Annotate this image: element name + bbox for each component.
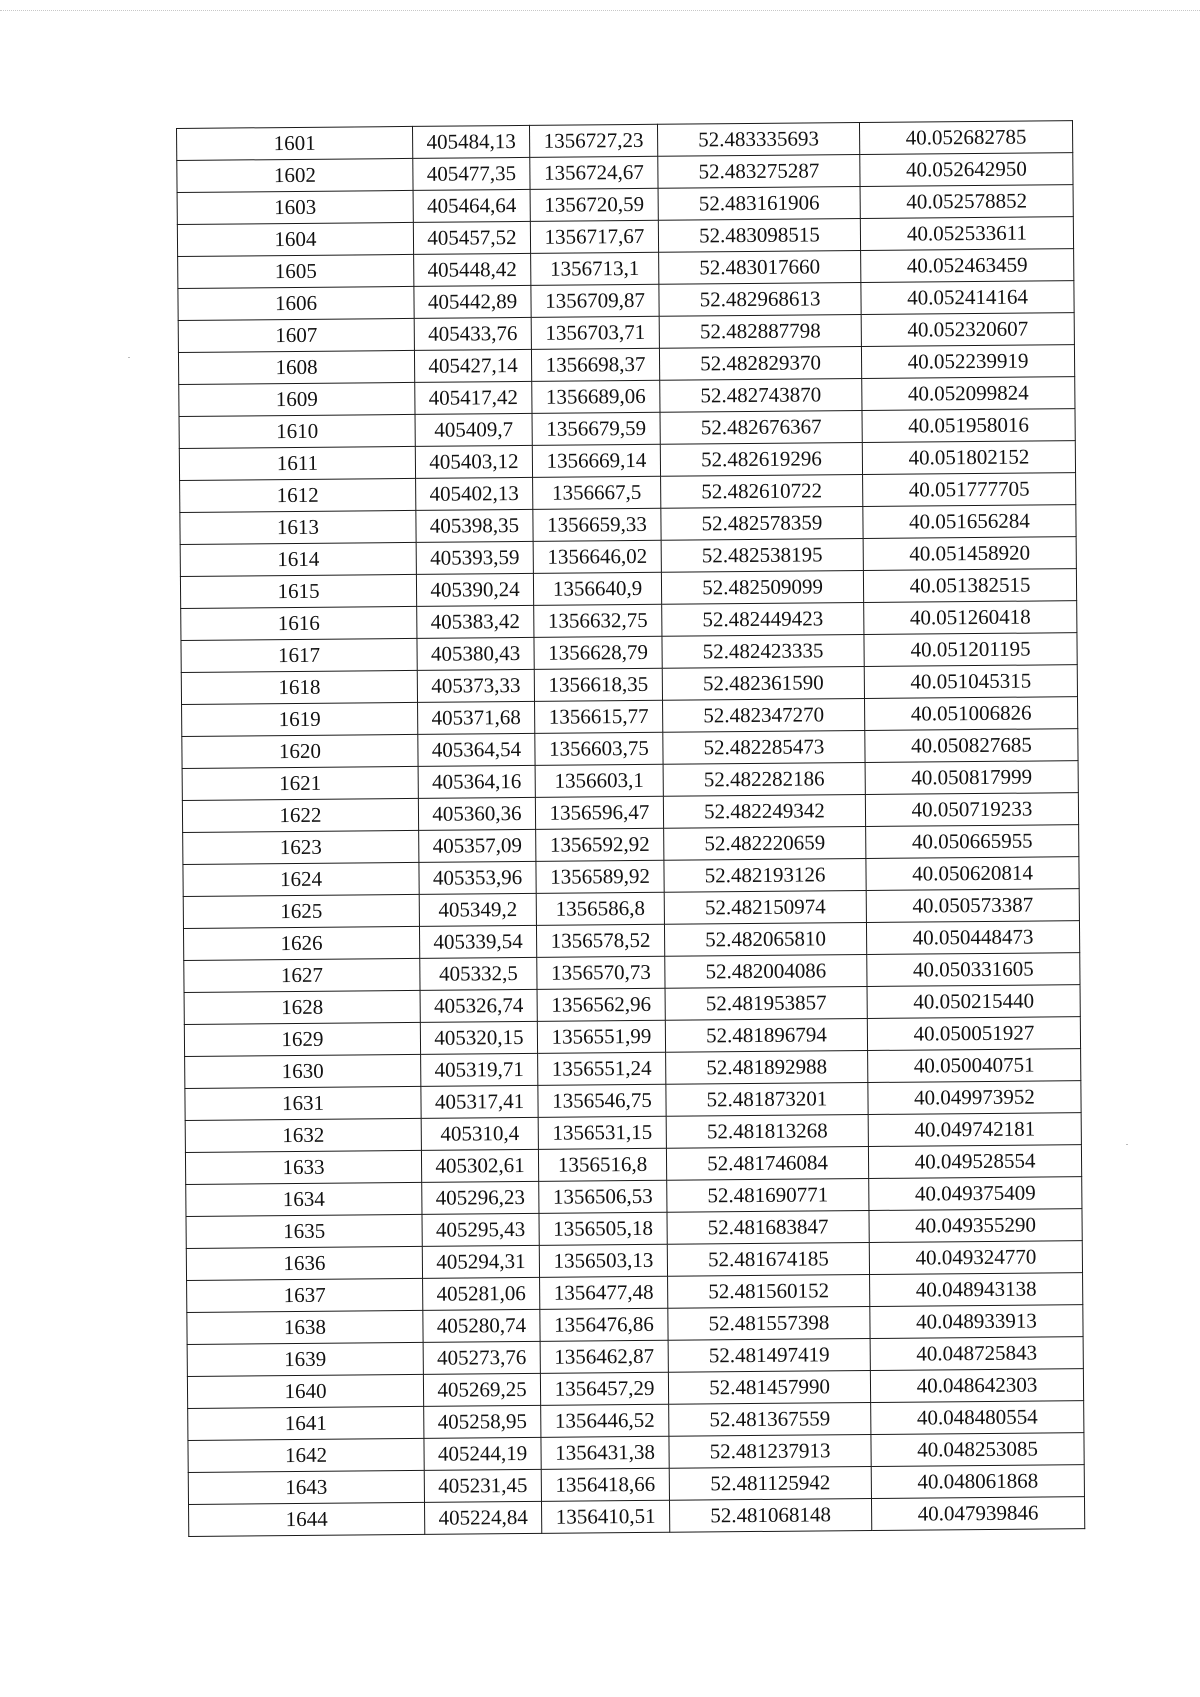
y-coordinate-cell: 1356628,79: [534, 636, 662, 669]
scan-speck: [1126, 1144, 1128, 1145]
longitude-cell: 40.052099824: [862, 377, 1075, 411]
y-coordinate-cell: 1356551,99: [537, 1020, 665, 1053]
point-number-cell: 1640: [187, 1374, 423, 1408]
point-number-cell: 1620: [182, 734, 418, 768]
longitude-cell: 40.050448473: [866, 921, 1079, 955]
x-coordinate-cell: 405353,96: [419, 861, 536, 894]
longitude-cell: 40.052239919: [861, 345, 1074, 379]
x-coordinate-cell: 405403,12: [415, 445, 532, 478]
y-coordinate-cell: 1356562,96: [537, 988, 665, 1021]
latitude-cell: 52.482220659: [664, 827, 866, 861]
latitude-cell: 52.481367559: [669, 1402, 871, 1436]
latitude-cell: 52.481497419: [668, 1338, 870, 1372]
y-coordinate-cell: 1356713,1: [531, 252, 659, 285]
latitude-cell: 52.482193126: [664, 859, 866, 893]
latitude-cell: 52.481560152: [668, 1274, 870, 1308]
longitude-cell: 40.050051927: [867, 1017, 1080, 1051]
y-coordinate-cell: 1356462,87: [540, 1340, 668, 1373]
x-coordinate-cell: 405398,35: [416, 509, 533, 542]
y-coordinate-cell: 1356551,24: [538, 1052, 666, 1085]
longitude-cell: 40.050620814: [866, 857, 1079, 891]
x-coordinate-cell: 405357,09: [419, 829, 536, 862]
y-coordinate-cell: 1356506,53: [539, 1180, 667, 1213]
y-coordinate-cell: 1356457,29: [540, 1372, 668, 1405]
latitude-cell: 52.482282186: [663, 763, 865, 797]
latitude-cell: 52.482743870: [660, 379, 862, 413]
longitude-cell: 40.048480554: [871, 1401, 1084, 1435]
point-number-cell: 1633: [185, 1150, 421, 1184]
y-coordinate-cell: 1356646,02: [533, 540, 661, 573]
longitude-cell: 40.049355290: [869, 1209, 1082, 1243]
latitude-cell: 52.483098515: [658, 219, 860, 253]
latitude-cell: 52.482829370: [659, 347, 861, 381]
point-number-cell: 1615: [180, 574, 416, 608]
x-coordinate-cell: 405442,89: [414, 285, 531, 318]
y-coordinate-cell: 1356632,75: [534, 604, 662, 637]
y-coordinate-cell: 1356477,48: [540, 1276, 668, 1309]
longitude-cell: 40.051045315: [864, 665, 1077, 699]
x-coordinate-cell: 405296,23: [422, 1181, 539, 1214]
longitude-cell: 40.052578852: [860, 185, 1073, 219]
latitude-cell: 52.481896794: [665, 1019, 867, 1053]
x-coordinate-cell: 405317,41: [421, 1085, 538, 1118]
latitude-cell: 52.483335693: [657, 123, 859, 157]
x-coordinate-cell: 405273,76: [423, 1341, 540, 1374]
latitude-cell: 52.482968613: [659, 283, 861, 317]
longitude-cell: 40.047939846: [871, 1497, 1084, 1531]
x-coordinate-cell: 405360,36: [418, 797, 535, 830]
point-number-cell: 1603: [177, 190, 413, 224]
longitude-cell: 40.050573387: [866, 889, 1079, 923]
longitude-cell: 40.051006826: [865, 697, 1078, 731]
point-number-cell: 1619: [182, 702, 418, 736]
longitude-cell: 40.050827685: [865, 729, 1078, 763]
y-coordinate-cell: 1356709,87: [531, 284, 659, 317]
longitude-cell: 40.048061868: [871, 1465, 1084, 1499]
x-coordinate-cell: 405433,76: [414, 317, 531, 350]
latitude-cell: 52.483161906: [658, 187, 860, 221]
point-number-cell: 1641: [188, 1406, 424, 1440]
latitude-cell: 52.483017660: [659, 251, 861, 285]
longitude-cell: 40.049742181: [868, 1113, 1081, 1147]
point-number-cell: 1643: [188, 1470, 424, 1504]
longitude-cell: 40.052642950: [860, 153, 1073, 187]
latitude-cell: 52.481892988: [666, 1051, 868, 1085]
latitude-cell: 52.481953857: [665, 987, 867, 1021]
x-coordinate-cell: 405326,74: [420, 989, 537, 1022]
longitude-cell: 40.051382515: [863, 569, 1076, 603]
x-coordinate-cell: 405364,16: [418, 765, 535, 798]
longitude-cell: 40.051458920: [863, 537, 1076, 571]
x-coordinate-cell: 405295,43: [422, 1213, 539, 1246]
y-coordinate-cell: 1356724,67: [530, 156, 658, 189]
point-number-cell: 1604: [177, 222, 413, 256]
x-coordinate-cell: 405224,84: [425, 1501, 542, 1534]
point-number-cell: 1614: [180, 542, 416, 576]
x-coordinate-cell: 405269,25: [423, 1373, 540, 1406]
point-number-cell: 1630: [185, 1054, 421, 1088]
point-number-cell: 1632: [185, 1118, 421, 1152]
y-coordinate-cell: 1356578,52: [536, 924, 664, 957]
x-coordinate-cell: 405258,95: [424, 1405, 541, 1438]
longitude-cell: 40.051958016: [862, 409, 1075, 443]
latitude-cell: 52.482285473: [663, 731, 865, 765]
point-number-cell: 1607: [178, 318, 414, 352]
latitude-cell: 52.481068148: [669, 1498, 871, 1532]
point-number-cell: 1605: [178, 254, 414, 288]
latitude-cell: 52.482610722: [661, 475, 863, 509]
x-coordinate-cell: 405464,64: [413, 189, 530, 222]
point-number-cell: 1616: [181, 606, 417, 640]
scan-speck: [128, 357, 130, 358]
latitude-cell: 52.482150974: [664, 891, 866, 925]
longitude-cell: 40.052682785: [859, 121, 1072, 155]
point-number-cell: 1631: [185, 1086, 421, 1120]
point-number-cell: 1637: [187, 1278, 423, 1312]
y-coordinate-cell: 1356603,75: [535, 732, 663, 765]
latitude-cell: 52.482423335: [662, 635, 864, 669]
y-coordinate-cell: 1356570,73: [537, 956, 665, 989]
longitude-cell: 40.052414164: [861, 281, 1074, 315]
y-coordinate-cell: 1356669,14: [532, 444, 660, 477]
x-coordinate-cell: 405364,54: [418, 733, 535, 766]
x-coordinate-cell: 405380,43: [417, 637, 534, 670]
y-coordinate-cell: 1356667,5: [533, 476, 661, 509]
y-coordinate-cell: 1356592,92: [536, 828, 664, 861]
x-coordinate-cell: 405417,42: [415, 381, 532, 414]
latitude-cell: 52.481690771: [667, 1178, 869, 1212]
latitude-cell: 52.481237913: [669, 1434, 871, 1468]
latitude-cell: 52.481674185: [667, 1242, 869, 1276]
point-number-cell: 1623: [183, 830, 419, 864]
x-coordinate-cell: 405457,52: [413, 221, 530, 254]
longitude-cell: 40.049375409: [869, 1177, 1082, 1211]
point-number-cell: 1602: [177, 158, 413, 192]
longitude-cell: 40.051656284: [863, 505, 1076, 539]
latitude-cell: 52.482249342: [663, 795, 865, 829]
longitude-cell: 40.052463459: [861, 249, 1074, 283]
point-number-cell: 1610: [179, 414, 415, 448]
x-coordinate-cell: 405484,13: [412, 125, 529, 158]
point-number-cell: 1612: [180, 478, 416, 512]
y-coordinate-cell: 1356431,38: [541, 1436, 669, 1469]
point-number-cell: 1644: [189, 1502, 425, 1536]
y-coordinate-cell: 1356618,35: [534, 668, 662, 701]
y-coordinate-cell: 1356727,23: [529, 124, 657, 157]
y-coordinate-cell: 1356596,47: [535, 796, 663, 829]
latitude-cell: 52.482361590: [662, 667, 864, 701]
x-coordinate-cell: 405477,35: [413, 157, 530, 190]
point-number-cell: 1622: [182, 798, 418, 832]
point-number-cell: 1621: [182, 766, 418, 800]
point-number-cell: 1638: [187, 1310, 423, 1344]
longitude-cell: 40.051802152: [862, 441, 1075, 475]
point-number-cell: 1608: [178, 350, 414, 384]
latitude-cell: 52.482578359: [661, 507, 863, 541]
latitude-cell: 52.481457990: [668, 1370, 870, 1404]
coordinates-table-body: [177, 121, 1085, 1537]
longitude-cell: 40.050665955: [866, 825, 1079, 859]
x-coordinate-cell: 405409,7: [415, 413, 532, 446]
point-number-cell: 1639: [187, 1342, 423, 1376]
y-coordinate-cell: 1356586,8: [536, 892, 664, 925]
x-coordinate-cell: 405373,33: [417, 669, 534, 702]
point-number-cell: 1606: [178, 286, 414, 320]
latitude-cell: 52.483275287: [658, 155, 860, 189]
latitude-cell: 52.482004086: [665, 955, 867, 989]
x-coordinate-cell: 405427,14: [414, 349, 531, 382]
latitude-cell: 52.482347270: [663, 699, 865, 733]
y-coordinate-cell: 1356720,59: [530, 188, 658, 221]
latitude-cell: 52.481125942: [669, 1466, 871, 1500]
y-coordinate-cell: 1356679,59: [532, 412, 660, 445]
latitude-cell: 52.481813268: [666, 1114, 868, 1148]
y-coordinate-cell: 1356703,71: [531, 316, 659, 349]
longitude-cell: 40.050215440: [867, 985, 1080, 1019]
y-coordinate-cell: 1356446,52: [541, 1404, 669, 1437]
latitude-cell: 52.482619296: [660, 443, 862, 477]
longitude-cell: 40.048933913: [870, 1305, 1083, 1339]
point-number-cell: 1609: [179, 382, 415, 416]
x-coordinate-cell: 405383,42: [417, 605, 534, 638]
y-coordinate-cell: 1356698,37: [531, 348, 659, 381]
point-number-cell: 1624: [183, 862, 419, 896]
x-coordinate-cell: 405320,15: [420, 1021, 537, 1054]
x-coordinate-cell: 405332,5: [420, 957, 537, 990]
y-coordinate-cell: 1356689,06: [532, 380, 660, 413]
longitude-cell: 40.050817999: [865, 761, 1078, 795]
longitude-cell: 40.052320607: [861, 313, 1074, 347]
y-coordinate-cell: 1356410,51: [541, 1500, 669, 1533]
latitude-cell: 52.482676367: [660, 411, 862, 445]
longitude-cell: 40.049324770: [869, 1241, 1082, 1275]
longitude-cell: 40.051777705: [863, 473, 1076, 507]
latitude-cell: 52.482065810: [664, 923, 866, 957]
x-coordinate-cell: 405339,54: [419, 925, 536, 958]
y-coordinate-cell: 1356531,15: [538, 1116, 666, 1149]
y-coordinate-cell: 1356640,9: [533, 572, 661, 605]
longitude-cell: 40.050331605: [867, 953, 1080, 987]
x-coordinate-cell: 405319,71: [421, 1053, 538, 1086]
longitude-cell: 40.048943138: [870, 1273, 1083, 1307]
latitude-cell: 52.481557398: [668, 1306, 870, 1340]
point-number-cell: 1642: [188, 1438, 424, 1472]
y-coordinate-cell: 1356589,92: [536, 860, 664, 893]
y-coordinate-cell: 1356516,8: [538, 1148, 666, 1181]
point-number-cell: 1626: [183, 926, 419, 960]
x-coordinate-cell: 405231,45: [424, 1469, 541, 1502]
point-number-cell: 1634: [186, 1182, 422, 1216]
longitude-cell: 40.048253085: [871, 1433, 1084, 1467]
x-coordinate-cell: 405302,61: [421, 1149, 538, 1182]
x-coordinate-cell: 405244,19: [424, 1437, 541, 1470]
longitude-cell: 40.049528554: [868, 1145, 1081, 1179]
y-coordinate-cell: 1356717,67: [530, 220, 658, 253]
latitude-cell: 52.482538195: [661, 539, 863, 573]
longitude-cell: 40.050719233: [865, 793, 1078, 827]
x-coordinate-cell: 405294,31: [422, 1245, 539, 1278]
point-number-cell: 1601: [177, 126, 413, 160]
x-coordinate-cell: 405349,2: [419, 893, 536, 926]
latitude-cell: 52.481683847: [667, 1210, 869, 1244]
point-number-cell: 1629: [184, 1022, 420, 1056]
x-coordinate-cell: 405393,59: [416, 541, 533, 574]
point-number-cell: 1628: [184, 990, 420, 1024]
longitude-cell: 40.048642303: [870, 1369, 1083, 1403]
y-coordinate-cell: 1356615,77: [535, 700, 663, 733]
x-coordinate-cell: 405371,68: [418, 701, 535, 734]
point-number-cell: 1635: [186, 1214, 422, 1248]
latitude-cell: 52.481873201: [666, 1082, 868, 1116]
y-coordinate-cell: 1356505,18: [539, 1212, 667, 1245]
longitude-cell: 40.050040751: [868, 1049, 1081, 1083]
latitude-cell: 52.482449423: [662, 603, 864, 637]
x-coordinate-cell: 405280,74: [423, 1309, 540, 1342]
x-coordinate-cell: 405448,42: [414, 253, 531, 286]
latitude-cell: 52.481746084: [666, 1146, 868, 1180]
longitude-cell: 40.048725843: [870, 1337, 1083, 1371]
x-coordinate-cell: 405390,24: [416, 573, 533, 606]
y-coordinate-cell: 1356546,75: [538, 1084, 666, 1117]
y-coordinate-cell: 1356503,13: [539, 1244, 667, 1277]
point-number-cell: 1611: [179, 446, 415, 480]
point-number-cell: 1627: [184, 958, 420, 992]
point-number-cell: 1613: [180, 510, 416, 544]
longitude-cell: 40.051260418: [864, 601, 1077, 635]
point-number-cell: 1625: [183, 894, 419, 928]
coordinates-table: [176, 120, 1085, 1537]
scan-top-border: [0, 10, 1200, 11]
point-number-cell: 1636: [186, 1246, 422, 1280]
y-coordinate-cell: 1356476,86: [540, 1308, 668, 1341]
x-coordinate-cell: 405402,13: [416, 477, 533, 510]
point-number-cell: 1617: [181, 638, 417, 672]
y-coordinate-cell: 1356418,66: [541, 1468, 669, 1501]
x-coordinate-cell: 405281,06: [423, 1277, 540, 1310]
longitude-cell: 40.051201195: [864, 633, 1077, 667]
x-coordinate-cell: 405310,4: [421, 1117, 538, 1150]
latitude-cell: 52.482887798: [659, 315, 861, 349]
longitude-cell: 40.049973952: [868, 1081, 1081, 1115]
y-coordinate-cell: 1356659,33: [533, 508, 661, 541]
y-coordinate-cell: 1356603,1: [535, 764, 663, 797]
longitude-cell: 40.052533611: [860, 217, 1073, 251]
point-number-cell: 1618: [181, 670, 417, 704]
latitude-cell: 52.482509099: [661, 571, 863, 605]
